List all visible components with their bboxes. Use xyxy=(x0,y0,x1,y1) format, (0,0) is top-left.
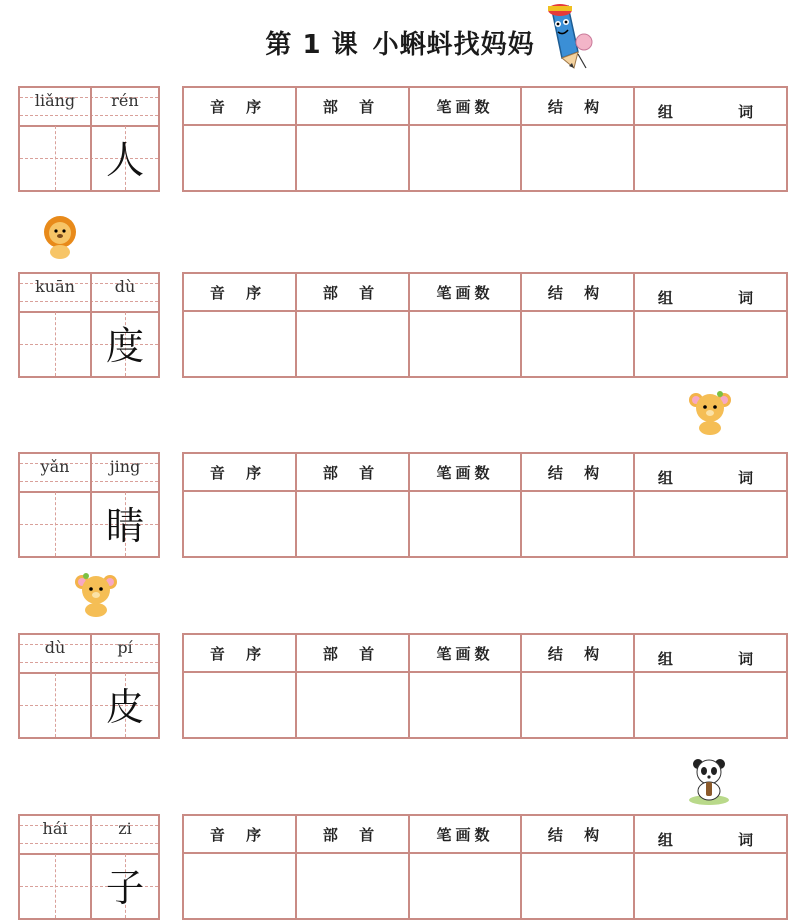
answer-cell-yinxu[interactable] xyxy=(184,854,297,918)
answer-cell-bushou[interactable] xyxy=(297,312,410,376)
answer-cell-bushou[interactable] xyxy=(297,126,410,190)
answer-cell-bushou[interactable] xyxy=(297,673,410,737)
hanzi-character: 睛 xyxy=(105,504,144,548)
answer-cell-bihuashu[interactable] xyxy=(410,492,522,556)
pinyin-left: dù xyxy=(44,638,66,657)
header-zuci: 组 词 xyxy=(635,816,786,854)
hanzi-character: 皮 xyxy=(105,685,144,729)
character-section-4 xyxy=(16,633,796,743)
answer-cell-jiegou[interactable] xyxy=(522,673,635,737)
answer-cell-jiegou[interactable] xyxy=(522,492,635,556)
pinyin-grid xyxy=(18,814,160,920)
header-bihuashu: 笔画数 xyxy=(410,454,522,492)
answer-cell-jiegou[interactable] xyxy=(522,854,635,918)
pinyin-grid xyxy=(18,452,160,558)
header-yinxu: 音 序 xyxy=(184,816,297,854)
answer-cell-yinxu[interactable] xyxy=(184,492,297,556)
answer-cell-jiegou[interactable] xyxy=(522,126,635,190)
header-zuci: 组 词 xyxy=(635,274,786,312)
answer-cell-zuci[interactable] xyxy=(635,673,786,737)
character-info-table xyxy=(182,272,788,378)
header-jiegou: 结 构 xyxy=(522,274,635,312)
header-bushou: 部 首 xyxy=(297,454,410,492)
pinyin-left: kuān xyxy=(35,277,75,296)
hanzi-character: 度 xyxy=(105,324,144,368)
pinyin-right: pí xyxy=(117,638,133,657)
answer-cell-bihuashu[interactable] xyxy=(410,854,522,918)
answer-cell-zuci[interactable] xyxy=(635,126,786,190)
hanzi-character: 子 xyxy=(105,866,144,910)
pinyin-right: jing xyxy=(109,457,141,476)
pinyin-right: rén xyxy=(111,91,139,110)
character-info-table xyxy=(182,633,788,739)
answer-cell-jiegou[interactable] xyxy=(522,312,635,376)
answer-cell-zuci[interactable] xyxy=(635,492,786,556)
answer-cell-bihuashu[interactable] xyxy=(410,126,522,190)
character-info-table xyxy=(182,452,788,558)
bear-sticker-icon xyxy=(686,388,734,436)
bear-sticker-icon xyxy=(72,570,120,618)
lesson-title: 小蝌蚪找妈妈 xyxy=(372,30,535,60)
header-jiegou: 结 构 xyxy=(522,88,635,126)
header-yinxu: 音 序 xyxy=(184,635,297,673)
answer-cell-yinxu[interactable] xyxy=(184,673,297,737)
header-bihuashu: 笔画数 xyxy=(410,816,522,854)
panda-sticker-icon xyxy=(686,756,732,806)
pinyin-grid xyxy=(18,272,160,378)
header-yinxu: 音 序 xyxy=(184,88,297,126)
pinyin-left: yǎn xyxy=(40,457,70,476)
pinyin-right: zi xyxy=(118,819,132,838)
character-info-table xyxy=(182,86,788,192)
header-yinxu: 音 序 xyxy=(184,274,297,312)
lesson-number: 第 1 课 xyxy=(265,30,359,60)
hanzi-character: 人 xyxy=(105,138,144,182)
character-info-table xyxy=(182,814,788,920)
header-jiegou: 结 构 xyxy=(522,454,635,492)
pinyin-grid xyxy=(18,633,160,739)
answer-cell-zuci[interactable] xyxy=(635,312,786,376)
lion-sticker-icon xyxy=(40,214,80,260)
answer-cell-bushou[interactable] xyxy=(297,492,410,556)
pinyin-right: dù xyxy=(114,277,136,296)
header-zuci: 组 词 xyxy=(635,635,786,673)
character-section-5 xyxy=(16,814,796,924)
header-jiegou: 结 构 xyxy=(522,816,635,854)
answer-cell-zuci[interactable] xyxy=(635,854,786,918)
header-bihuashu: 笔画数 xyxy=(410,88,522,126)
pinyin-left: liǎng xyxy=(34,91,76,110)
pinyin-left: hái xyxy=(42,819,68,838)
header-bushou: 部 首 xyxy=(297,274,410,312)
answer-cell-yinxu[interactable] xyxy=(184,126,297,190)
answer-cell-bushou[interactable] xyxy=(297,854,410,918)
header-bihuashu: 笔画数 xyxy=(410,274,522,312)
header-jiegou: 结 构 xyxy=(522,635,635,673)
page-title xyxy=(0,24,800,61)
pencil-mascot-icon xyxy=(532,2,594,72)
character-section-3 xyxy=(16,452,796,562)
header-bushou: 部 首 xyxy=(297,816,410,854)
header-bushou: 部 首 xyxy=(297,635,410,673)
header-yinxu: 音 序 xyxy=(184,454,297,492)
answer-cell-bihuashu[interactable] xyxy=(410,312,522,376)
header-zuci: 组 词 xyxy=(635,454,786,492)
header-bihuashu: 笔画数 xyxy=(410,635,522,673)
answer-cell-bihuashu[interactable] xyxy=(410,673,522,737)
character-section-1 xyxy=(16,86,796,196)
pinyin-grid xyxy=(18,86,160,192)
header-bushou: 部 首 xyxy=(297,88,410,126)
header-zuci: 组 词 xyxy=(635,88,786,126)
answer-cell-yinxu[interactable] xyxy=(184,312,297,376)
character-section-2 xyxy=(16,272,796,382)
